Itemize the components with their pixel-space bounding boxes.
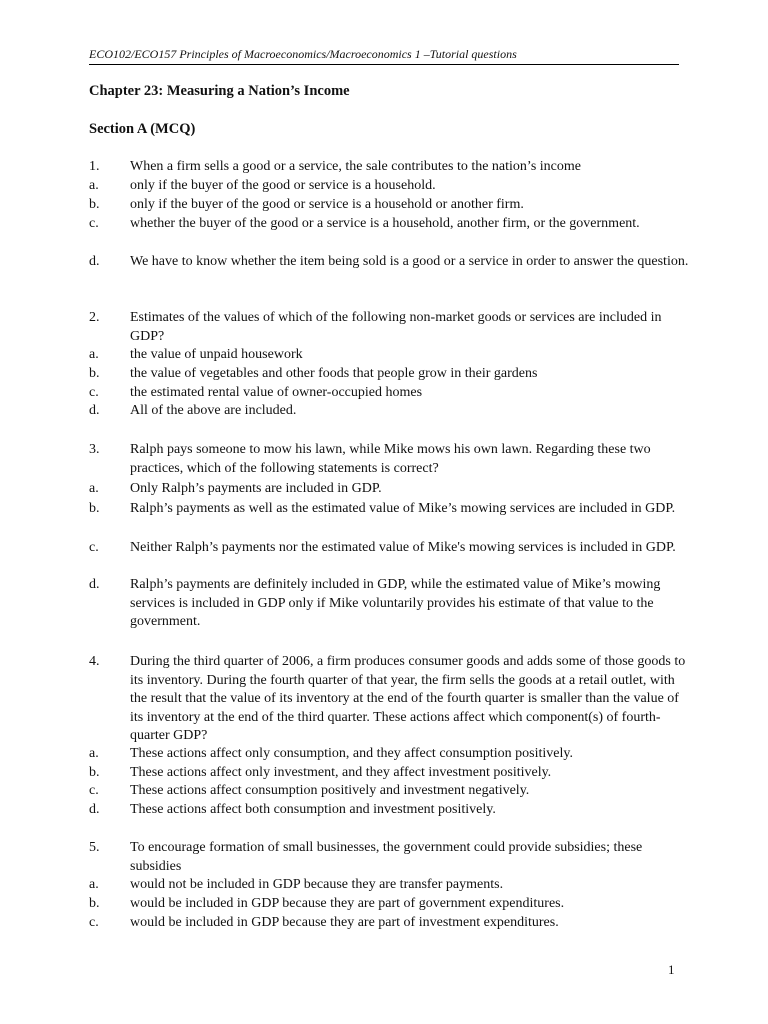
option-label: d. — [89, 802, 100, 817]
option-label: c. — [89, 915, 99, 930]
option-text: the value of vegetables and other foods that people grow in their gardens — [130, 366, 538, 381]
question-3 — [89, 441, 689, 478]
option-text: the estimated rental value of owner-occupied homes — [130, 385, 423, 400]
option-label: b. — [89, 765, 100, 780]
option-text: These actions affect only investment, and they affect investment positively. — [130, 765, 552, 780]
option-5a — [89, 876, 689, 895]
question-number: 1. — [89, 159, 100, 174]
option-5b — [89, 895, 689, 914]
option-label: c. — [89, 385, 99, 400]
question-number: 4. — [89, 654, 100, 669]
option-text: We have to know whether the item being sold is a good or a service in order to answer the question. — [130, 254, 689, 269]
question-number: 3. — [89, 442, 100, 457]
page-header: ECO102/ECO157 Principles of Macroeconomics/Macroeconomics 1 –Tutorial questions — [89, 46, 679, 65]
option-1b — [89, 196, 689, 215]
option-4b — [89, 764, 689, 783]
question-number: 2. — [89, 310, 100, 325]
question-text: To encourage formation of small businesses, the government could provide subsidies; these subsidies — [130, 840, 643, 874]
option-text: whether the buyer of the good or a service is a household, another firm, or the government. — [130, 216, 640, 231]
option-2c — [89, 384, 689, 403]
option-text: would be included in GDP because they are part of government expenditures. — [130, 896, 565, 911]
option-label: d. — [89, 577, 100, 592]
option-label: a. — [89, 481, 99, 496]
option-2a — [89, 346, 689, 365]
option-text: the value of unpaid housework — [130, 347, 303, 362]
option-label: c. — [89, 783, 99, 798]
question-4 — [89, 653, 689, 746]
option-text: These actions affect both consumption and investment positively. — [130, 802, 496, 817]
option-label: d. — [89, 403, 100, 418]
option-3d — [89, 576, 689, 632]
option-4a — [89, 745, 689, 764]
option-label: b. — [89, 366, 100, 381]
question-text: During the third quarter of 2006, a firm produces consumer goods and adds some of those goods to its inventory. During the fourth quarter of that year, the firm sells the goods at a retail outlet, with the result that the value of its inventory at the end of the fourth quarter is smaller than the value of its inventory at the end of the third quarter. These actions affect which component(s) of fourth-quarter GDP? — [130, 654, 686, 743]
option-3c — [89, 539, 689, 558]
question-number: 5. — [89, 840, 100, 855]
option-text: would not be included in GDP because they are transfer payments. — [130, 877, 504, 892]
option-text: These actions affect consumption positively and investment negatively. — [130, 783, 530, 798]
option-label: c. — [89, 540, 99, 555]
option-2b — [89, 365, 689, 384]
option-1a — [89, 177, 689, 196]
option-label: a. — [89, 347, 99, 362]
option-text: Ralph’s payments are definitely included in GDP, while the estimated value of Mike’s mowing services is included in GDP only if Mike voluntarily provides his estimate of that value to the government. — [130, 577, 661, 629]
option-text: Ralph’s payments as well as the estimated value of Mike’s mowing services are included in GDP. — [130, 501, 676, 516]
question-2 — [89, 309, 689, 346]
option-3b — [89, 500, 689, 519]
option-1c — [89, 215, 689, 234]
question-1 — [89, 158, 689, 177]
option-text: would be included in GDP because they are part of investment expenditures. — [130, 915, 559, 930]
option-label: d. — [89, 254, 100, 269]
chapter-title: Chapter 23: Measuring a Nation’s Income — [89, 83, 350, 99]
option-text: These actions affect only consumption, and they affect consumption positively. — [130, 746, 573, 761]
option-4d — [89, 801, 689, 820]
option-text: only if the buyer of the good or service is a household or another firm. — [130, 197, 524, 212]
option-3a — [89, 480, 689, 499]
option-text: All of the above are included. — [130, 403, 297, 418]
option-label: b. — [89, 197, 100, 212]
page-number: 1 — [668, 962, 675, 977]
option-label: b. — [89, 501, 100, 516]
option-5c — [89, 914, 689, 933]
option-text: only if the buyer of the good or service is a household. — [130, 178, 436, 193]
option-label: a. — [89, 746, 99, 761]
section-title: Section A (MCQ) — [89, 121, 196, 137]
option-label: b. — [89, 896, 100, 911]
question-text: Estimates of the values of which of the following non-market goods or services are included in GDP? — [130, 310, 662, 344]
question-text: Ralph pays someone to mow his lawn, while Mike mows his own lawn. Regarding these two practices, which of the following statements is correct? — [130, 442, 651, 476]
option-label: c. — [89, 216, 99, 231]
option-1d — [89, 253, 689, 272]
option-label: a. — [89, 877, 99, 892]
option-text: Only Ralph’s payments are included in GDP. — [130, 481, 382, 496]
question-text: When a firm sells a good or a service, the sale contributes to the nation’s income — [130, 159, 581, 174]
option-label: a. — [89, 178, 99, 193]
option-text: Neither Ralph’s payments nor the estimated value of Mike's mowing services is included in GDP. — [130, 540, 676, 555]
option-4c — [89, 782, 689, 801]
question-5 — [89, 839, 689, 876]
option-2d — [89, 402, 689, 421]
